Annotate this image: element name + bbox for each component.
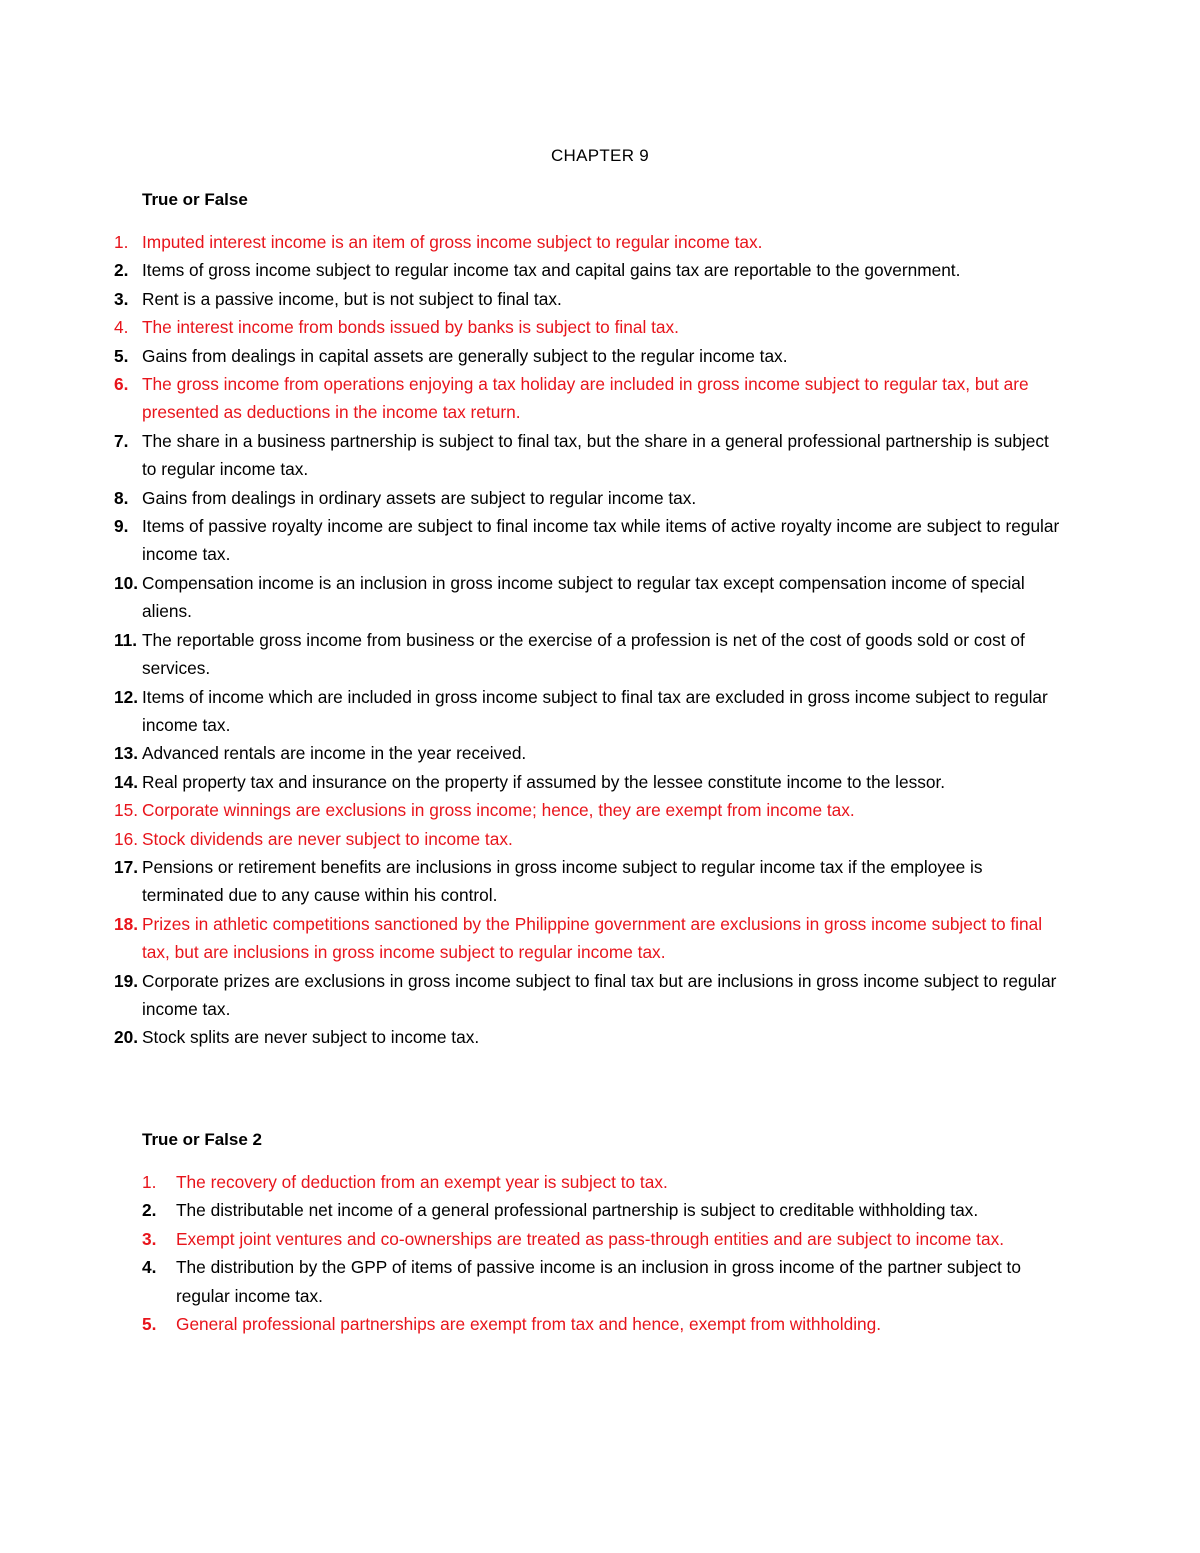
- question-text: The share in a business partnership is subject to final tax, but the share in a general professional partnership is subject to regular income tax.: [142, 430, 1049, 480]
- question-text: General professional partnerships are exempt from tax and hence, exempt from withholding.: [176, 1314, 882, 1335]
- question-text: Pensions or retirement benefits are inclusions in gross income subject to regular income tax if the employee is terminated due to any cause within his control.: [142, 856, 983, 906]
- question-text: The distribution by the GPP of items of passive income is an inclusion in gross income of the partner subject to regular income tax.: [176, 1257, 1021, 1306]
- question-text: Stock splits are never subject to income tax.: [142, 1027, 480, 1048]
- question-number: 1.: [114, 232, 129, 252]
- question-number: 10.: [114, 572, 139, 593]
- question-number: 16.: [114, 828, 139, 849]
- question-text: The recovery of deduction from an exempt year is subject to tax.: [176, 1172, 668, 1192]
- question-number: 6.: [114, 374, 129, 395]
- question-item: [142, 1196, 1062, 1224]
- question-number: 3.: [114, 288, 129, 309]
- question-number: 5.: [142, 1314, 157, 1335]
- question-item: [114, 342, 1062, 370]
- question-item: [114, 228, 1062, 256]
- question-text: Prizes in athletic competitions sanctioned by the Philippine government are exclusions in gross income subject to final tax, but are inclusions in gross income subject to regular income tax.: [142, 913, 1043, 963]
- question-number: 11.: [114, 629, 138, 650]
- question-item: [114, 256, 1062, 284]
- chapter-title: CHAPTER 9: [550, 146, 650, 165]
- question-text: The reportable gross income from business or the exercise of a profession is net of the cost of goods sold or cost of services.: [142, 629, 1025, 679]
- question-number: 18.: [114, 913, 139, 934]
- question-item: [114, 569, 1062, 626]
- question-text: Advanced rentals are income in the year received.: [142, 743, 527, 764]
- question-text: Stock dividends are never subject to income tax.: [142, 828, 513, 849]
- section-heading: True or False: [142, 190, 248, 209]
- question-item: [114, 683, 1062, 740]
- question-item: [142, 1253, 1062, 1310]
- question-text: Items of passive royalty income are subject to final income tax while items of active royalty income are subject to regular income tax.: [142, 516, 1060, 565]
- question-item: [114, 313, 1062, 341]
- question-number: 7.: [114, 430, 129, 451]
- question-text: Exempt joint ventures and co-ownerships are treated as pass-through entities and are subject to income tax.: [176, 1228, 1005, 1249]
- question-text: The gross income from operations enjoying a tax holiday are included in gross income subject to regular tax, but are presented as deductions in the income tax return.: [142, 374, 1029, 423]
- question-item: [142, 1168, 1062, 1196]
- question-number: 9.: [114, 516, 129, 537]
- question-item: [114, 739, 1062, 767]
- section-heading: True or False 2: [142, 1130, 262, 1149]
- question-item: [114, 427, 1062, 484]
- question-number: 5.: [114, 345, 129, 366]
- question-number: 20.: [114, 1027, 139, 1048]
- question-text: Corporate prizes are exclusions in gross income subject to final tax but are inclusions in gross income subject to regular income tax.: [142, 970, 1057, 1019]
- question-item: [114, 910, 1062, 967]
- question-number: 14.: [114, 771, 139, 792]
- question-text: Items of income which are included in gross income subject to final tax are excluded in gross income subject to regular income tax.: [142, 686, 1048, 735]
- question-item: [114, 825, 1062, 853]
- section-true-or-false: [114, 188, 1062, 1052]
- question-item: [114, 484, 1062, 512]
- question-item: [142, 1225, 1062, 1253]
- question-text: Gains from dealings in ordinary assets are subject to regular income tax.: [142, 487, 697, 508]
- question-list: [114, 228, 1062, 1052]
- question-number: 8.: [114, 487, 129, 508]
- question-item: [114, 796, 1062, 824]
- question-text: Real property tax and insurance on the property if assumed by the lessee constitute income to the lessor.: [142, 771, 946, 792]
- question-number: 2.: [114, 260, 129, 281]
- question-item: [142, 1310, 1062, 1338]
- question-number: 2.: [142, 1200, 157, 1221]
- question-number: 13.: [114, 743, 139, 764]
- question-number: 15.: [114, 800, 139, 821]
- question-text: Gains from dealings in capital assets are generally subject to the regular income tax.: [142, 345, 788, 366]
- question-item: [114, 285, 1062, 313]
- question-item: [114, 626, 1062, 683]
- question-item: [114, 512, 1062, 569]
- question-item: [114, 1023, 1062, 1051]
- question-text: The distributable net income of a general professional partnership is subject to creditable withholding tax.: [176, 1200, 979, 1221]
- question-item: [114, 853, 1062, 910]
- question-item: [114, 967, 1062, 1024]
- question-number: 4.: [142, 1257, 157, 1278]
- question-list: [142, 1168, 1062, 1338]
- question-number: 19.: [114, 970, 139, 991]
- question-item: [114, 768, 1062, 796]
- question-text: Corporate winnings are exclusions in gross income; hence, they are exempt from income tax.: [142, 800, 855, 821]
- question-text: Items of gross income subject to regular income tax and capital gains tax are reportable to the government.: [142, 260, 961, 281]
- question-number: 3.: [142, 1228, 157, 1249]
- question-text: Rent is a passive income, but is not subject to final tax.: [142, 288, 562, 309]
- question-text: The interest income from bonds issued by banks is subject to final tax.: [142, 317, 679, 338]
- question-number: 4.: [114, 317, 129, 338]
- question-number: 17.: [114, 856, 139, 877]
- question-number: 12.: [114, 686, 139, 707]
- question-text: Imputed interest income is an item of gross income subject to regular income tax.: [142, 232, 763, 252]
- section-true-or-false-2: [142, 1128, 1062, 1338]
- question-number: 1.: [142, 1172, 157, 1192]
- question-text: Compensation income is an inclusion in gross income subject to regular tax except compensation income of special aliens.: [142, 572, 1025, 622]
- question-item: [114, 370, 1062, 427]
